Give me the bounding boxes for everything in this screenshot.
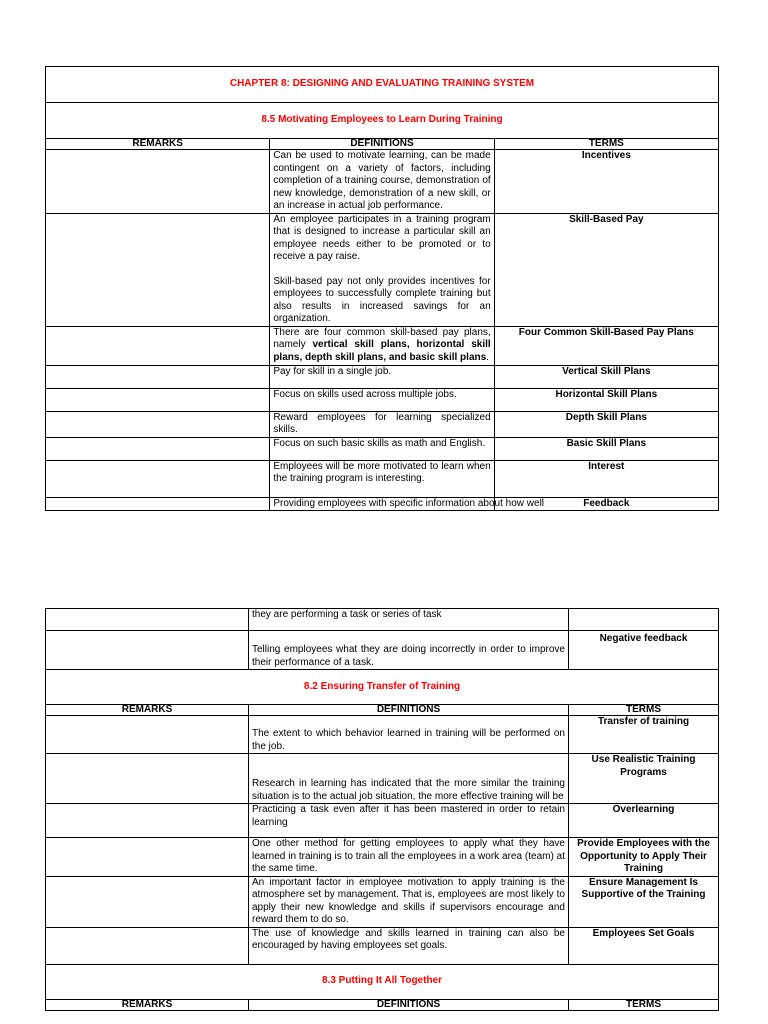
remarks-cell [46, 754, 249, 804]
column-header-row [46, 139, 719, 150]
term-cell: Four Common Skill-Based Pay Plans [494, 326, 718, 365]
remarks-cell [46, 437, 270, 460]
term-cell: Employees Set Goals [569, 927, 719, 964]
section-title-row [46, 964, 719, 999]
term-cell: Negative feedback [569, 631, 719, 670]
term-cell: Incentives [494, 150, 718, 214]
training-table-page-1 [45, 66, 719, 511]
remarks-cell [46, 876, 249, 927]
table-row [46, 927, 719, 964]
remarks-header: REMARKS [46, 139, 270, 150]
remarks-cell [46, 411, 270, 437]
term-cell: Interest [494, 460, 718, 497]
definition-cell: The use of knowledge and skills learned in training can also be encouraged by having employees set goals. [249, 927, 569, 964]
remarks-cell [46, 213, 270, 326]
definitions-header: DEFINITIONS [270, 139, 494, 150]
definitions-header: DEFINITIONS [249, 999, 569, 1010]
table-row [46, 388, 719, 411]
remarks-cell [46, 365, 270, 388]
section-82-title: 8.2 Ensuring Transfer of Training [46, 670, 719, 705]
terms-header: TERMS [494, 139, 718, 150]
remarks-header: REMARKS [46, 705, 249, 716]
definition-text-end: . [486, 351, 489, 363]
term-cell: Basic Skill Plans [494, 437, 718, 460]
definition-cell [270, 326, 494, 365]
remarks-cell [46, 460, 270, 497]
table-row [46, 213, 719, 326]
remarks-cell [46, 838, 249, 877]
terms-header: TERMS [569, 999, 719, 1010]
table-row [46, 838, 719, 877]
definition-cell: Employees will be more motivated to learn when the training program is interesting. [270, 460, 494, 497]
section-title-row [46, 103, 719, 139]
table-row [46, 326, 719, 365]
term-cell: Provide Employees with the Opportunity to Apply Their Training [569, 838, 719, 877]
remarks-cell [46, 927, 249, 964]
table-row [46, 609, 719, 631]
remarks-header: REMARKS [46, 999, 249, 1010]
remarks-cell [46, 631, 249, 670]
remarks-cell [46, 326, 270, 365]
column-header-row [46, 705, 719, 716]
definition-cell: Pay for skill in a single job. [270, 365, 494, 388]
section-83-title: 8.3 Putting It All Together [46, 964, 719, 999]
term-cell: Horizontal Skill Plans [494, 388, 718, 411]
remarks-cell [46, 804, 249, 838]
table-row [46, 716, 719, 754]
definition-cell [270, 213, 494, 326]
section-title-row [46, 670, 719, 705]
definition-bold-text: vertical skill plans, horizontal skill plans, depth skill plans, and basic skill plans [273, 339, 491, 363]
table-row [46, 460, 719, 497]
remarks-cell [46, 609, 249, 631]
definition-cell: Practicing a task even after it has been mastered in order to retain learning [249, 804, 569, 838]
term-cell: Skill-Based Pay [494, 213, 718, 326]
table-row [46, 876, 719, 927]
term-cell: Depth Skill Plans [494, 411, 718, 437]
remarks-cell [46, 388, 270, 411]
definition-cell: One other method for getting employees to apply what they have learned in training is to train all the employees in a work area (team) at the same time. [249, 838, 569, 877]
table-row [46, 804, 719, 838]
definition-cell: An important factor in employee motivation to apply training is the atmosphere set by management. That is, employees are most likely to apply their new knowledge and skills if supervisors encourage and reward them to do so. [249, 876, 569, 927]
definition-cell: Focus on such basic skills as math and English. [270, 437, 494, 460]
term-cell: Vertical Skill Plans [494, 365, 718, 388]
definition-cell: Focus on skills used across multiple jobs. [270, 388, 494, 411]
term-cell: Overlearning [569, 804, 719, 838]
column-header-row [46, 999, 719, 1010]
term-cell: Transfer of training [569, 716, 719, 754]
table-row [46, 365, 719, 388]
definition-cell: Telling employees what they are doing incorrectly in order to improve their performance of a task. [249, 631, 569, 670]
term-cell: Ensure Management Is Supportive of the Training [569, 876, 719, 927]
table-row [46, 437, 719, 460]
table-row [46, 631, 719, 670]
remarks-cell [46, 150, 270, 214]
remarks-cell [46, 716, 249, 754]
definition-cell: Can be used to motivate learning, can be made contingent on a variety of factors, including completion of a training course, demonstration of new knowledge, demonstration of a new skill, or an increase in actual job performance. [270, 150, 494, 214]
chapter-title: CHAPTER 8: DESIGNING AND EVALUATING TRAINING SYSTEM [46, 67, 719, 103]
table-row [46, 411, 719, 437]
table-row [46, 497, 719, 511]
term-cell: Feedback [494, 497, 718, 511]
table-row [46, 754, 719, 804]
definition-cell: they are performing a task or series of task [249, 609, 569, 631]
chapter-title-row [46, 67, 719, 103]
definition-text: There are four common skill-based pay plans, namely [273, 326, 491, 350]
definition-cell: The extent to which behavior learned in training will be performed on the job. [249, 716, 569, 754]
definition-cell: Providing employees with specific information about how well [270, 497, 494, 511]
definitions-header: DEFINITIONS [249, 705, 569, 716]
table-row [46, 150, 719, 214]
definition-paragraph: Skill-based pay not only provides incentives for employees to successfully complete training but also results in increased savings for an organization. [273, 275, 491, 324]
terms-header: TERMS [569, 705, 719, 716]
section-85-title: 8.5 Motivating Employees to Learn During Training [46, 103, 719, 139]
remarks-cell [46, 497, 270, 511]
definition-paragraph: An employee participates in a training program that is designed to increase a particular skill an employee needs either to be promoted or to receive a pay raise. [273, 213, 491, 262]
training-table-page-2 [45, 608, 719, 1011]
definition-cell: Research in learning has indicated that the more similar the training situation is to the actual job situation, the more effective training will be [249, 754, 569, 804]
term-cell [569, 609, 719, 631]
term-cell: Use Realistic Training Programs [569, 754, 719, 804]
definition-cell: Reward employees for learning specialized skills. [270, 411, 494, 437]
